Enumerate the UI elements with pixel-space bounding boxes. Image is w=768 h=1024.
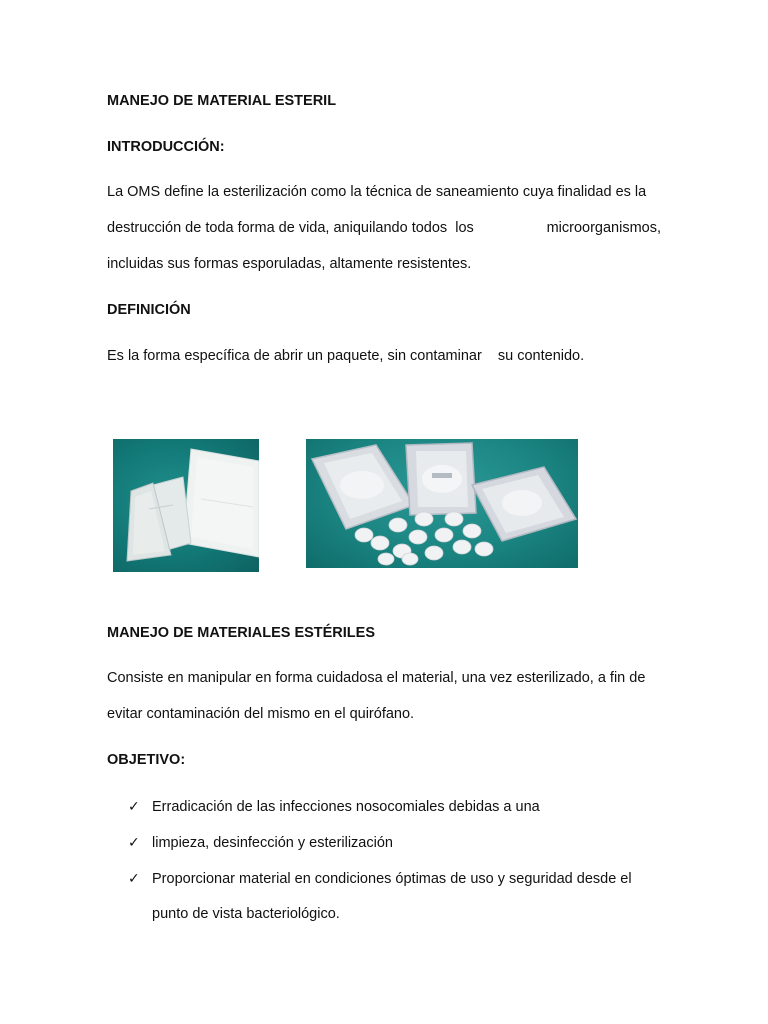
objective-item [128,797,540,816]
intro-line-2-part-b: microorganismos, [546,220,661,236]
handling-heading: MANEJO DE MATERIALES ESTÉRILES [107,625,376,641]
gauze-pads-photo [113,439,259,572]
sterile-packets-illustration [306,439,578,568]
objective-item-text: limpieza, desinfección y esterilización [152,835,393,851]
objective-item-text: Erradicación de las infecciones nosocomiales debidas a una [152,799,540,815]
intro-line-2-part-a: destrucción de toda forma de vida, aniquilando todos los [107,220,474,236]
page-title: MANEJO DE MATERIAL ESTERIL [107,93,337,109]
check-icon: ✓ [128,834,140,850]
objective-item-text: Proporcionar material en condiciones óptimas de uso y seguridad desde el [152,871,632,887]
objective-item [128,833,393,852]
intro-paragraph-line-1: La OMS define la esterilización como la técnica de saneamiento cuya finalidad es la [107,184,647,200]
intro-heading: INTRODUCCIÓN: [107,139,225,155]
intro-paragraph-line-2 [107,219,661,237]
definition-heading: DEFINICIÓN [107,302,191,318]
sterile-packets-photo [306,439,578,568]
check-icon: ✓ [128,798,140,814]
handling-paragraph-line-2: evitar contaminación del mismo en el quirófano. [107,706,415,722]
handling-paragraph-line-1: Consiste en manipular en forma cuidadosa el material, una vez esterilizado, a fin de [107,670,646,686]
gauze-pads-illustration [113,439,259,572]
check-icon: ✓ [128,870,140,886]
definition-text: Es la forma específica de abrir un paquete, sin contaminar su contenido. [107,348,585,364]
intro-paragraph-line-3: incluidas sus formas esporuladas, altamente resistentes. [107,256,472,272]
objective-item [128,869,632,888]
objective-continuation: punto de vista bacteriológico. [152,906,340,922]
objective-heading: OBJETIVO: [107,752,186,768]
